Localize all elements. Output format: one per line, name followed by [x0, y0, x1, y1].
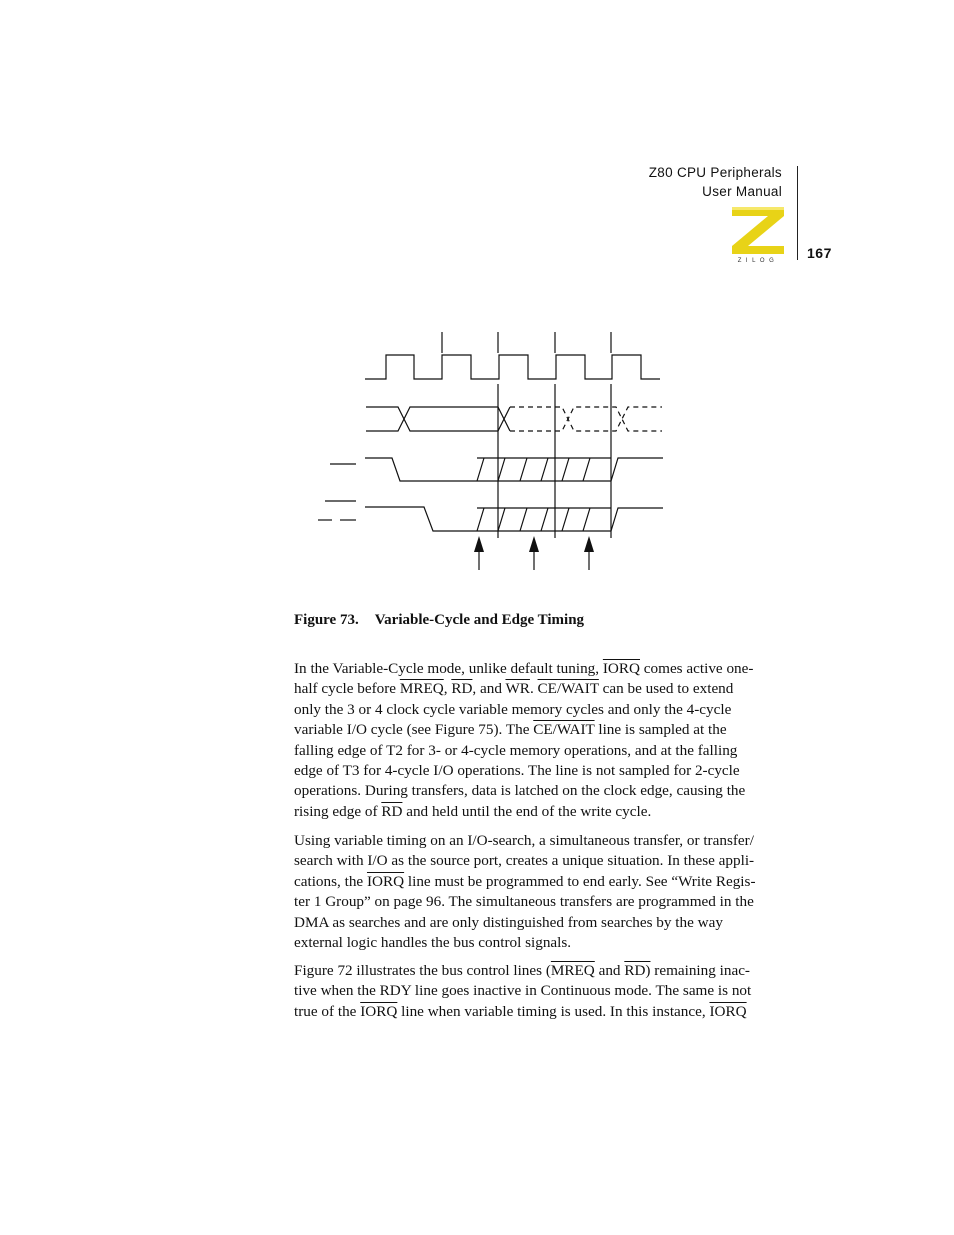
text-run: ter 1 Group” on page 96. The simultaneous transfers are programmed in the — [294, 893, 754, 911]
address-bus-extended — [510, 407, 662, 419]
active-low-signal: MREQ — [550, 962, 595, 979]
body-paragraph — [294, 831, 814, 953]
active-low-signal: CE/WAIT — [537, 680, 599, 698]
text-line — [294, 1002, 814, 1022]
figure-caption — [294, 612, 584, 629]
text-run: In the Variable-Cycle mode, unlike default tuning, — [294, 660, 603, 677]
text-line — [294, 851, 814, 871]
sample-arrow-head — [584, 536, 594, 552]
text-run: edge of T3 for 4-cycle I/O operations. The line is not sampled for 2-cycle — [294, 762, 740, 780]
body-paragraph — [294, 961, 814, 1022]
logo-bottom-bar — [732, 246, 784, 254]
text-line — [294, 781, 814, 801]
text-line — [294, 933, 814, 953]
text-run: only the 3 or 4 clock cycle variable memory cycles and only the 4-cycle — [294, 700, 732, 718]
clock-waveform — [365, 355, 660, 379]
header-divider — [797, 166, 798, 260]
text-line — [294, 700, 814, 720]
text-run: true of the — [294, 1002, 361, 1020]
text-run: and held until the end of the write cycle. — [402, 802, 652, 820]
text-line — [294, 981, 814, 1001]
text-run: half cycle before — [294, 680, 400, 698]
address-bus-extended — [510, 419, 662, 431]
text-run: falling edge of T2 for 3- or 4-cycle memory operations, and at the falling — [294, 741, 738, 759]
body-paragraph — [294, 659, 814, 822]
iorq-signal — [365, 458, 663, 481]
text-run: Figure 72 illustrates the bus control lines ( — [294, 962, 551, 979]
active-low-signal: RD) — [624, 962, 651, 979]
active-low-signal: MREQ — [399, 680, 444, 698]
text-run: line when variable timing is used. In this instance, — [397, 1002, 710, 1020]
address-bus — [366, 407, 510, 419]
text-run: cations, the — [294, 872, 367, 890]
text-run: variable I/O cycle (see Figure 75). The — [294, 721, 534, 739]
text-line — [294, 872, 814, 892]
figure-title: Variable-Cycle and Edge Timing — [374, 612, 585, 628]
text-run: line must be programmed to end early. See “Write Regis- — [404, 872, 756, 890]
text-line — [294, 831, 814, 851]
active-low-signal: CE/WAIT — [533, 721, 595, 739]
text-run: operations. During transfers, data is latched on the clock edge, causing the — [294, 782, 746, 800]
text-run: , and — [472, 680, 506, 698]
text-line — [294, 741, 814, 761]
active-low-signal: $\overline{RD}$ — [451, 680, 473, 698]
manual-subtitle: User Manual — [702, 184, 782, 199]
mreq-hatch — [477, 508, 611, 531]
active-low-signal: $\overline{RD}$ — [381, 802, 403, 820]
text-run: rising edge of — [294, 802, 382, 820]
text-line — [294, 679, 814, 699]
text-line — [294, 659, 814, 679]
active-low-signal: IORQ — [709, 1002, 747, 1020]
text-run: search with I/O as the source port, creates a unique situation. In these appli- — [294, 852, 755, 870]
figure-number: Figure 73. — [294, 612, 359, 628]
text-line — [294, 802, 814, 822]
text-run: tive when the RDY line goes inactive in Continuous mode. The same is not — [294, 982, 752, 1000]
timing-diagram — [300, 320, 680, 580]
text-run: external logic handles the bus control signals. — [294, 934, 572, 952]
text-line — [294, 913, 814, 933]
text-run: comes active one- — [640, 660, 754, 677]
text-run: DMA as searches and are only distinguished from searches by the way — [294, 913, 723, 931]
text-line — [294, 720, 814, 740]
address-bus — [366, 419, 510, 431]
text-run: Using variable timing on an I/O-search, a simultaneous transfer, or transfer/ — [294, 832, 754, 849]
text-line — [294, 761, 814, 781]
active-low-signal: IORQ — [602, 660, 640, 677]
active-low-signal: IORQ — [366, 872, 405, 890]
logo-wordmark: ZILOG — [737, 258, 779, 263]
sample-arrow-head — [474, 536, 484, 552]
sample-arrow-head — [529, 536, 539, 552]
logo-highlight — [732, 207, 784, 210]
logo-diagonal — [732, 216, 784, 246]
active-low-signal: $\overline{WR}$ — [505, 680, 530, 698]
text-run: line is sampled at the — [594, 721, 727, 739]
text-run: , — [443, 680, 452, 698]
text-run: and — [594, 962, 625, 979]
page-number: 167 — [807, 245, 832, 261]
manual-title: Z80 CPU Peripherals — [648, 165, 782, 180]
text-run: can be used to extend — [598, 680, 734, 698]
active-low-signal: IORQ — [360, 1002, 398, 1020]
zilog-logo — [728, 205, 788, 263]
text-line — [294, 961, 814, 981]
mreq-signal — [365, 507, 663, 531]
text-run: remaining inac- — [650, 962, 750, 979]
text-run: . — [529, 680, 538, 698]
iorq-hatch — [477, 458, 611, 481]
text-line — [294, 892, 814, 912]
